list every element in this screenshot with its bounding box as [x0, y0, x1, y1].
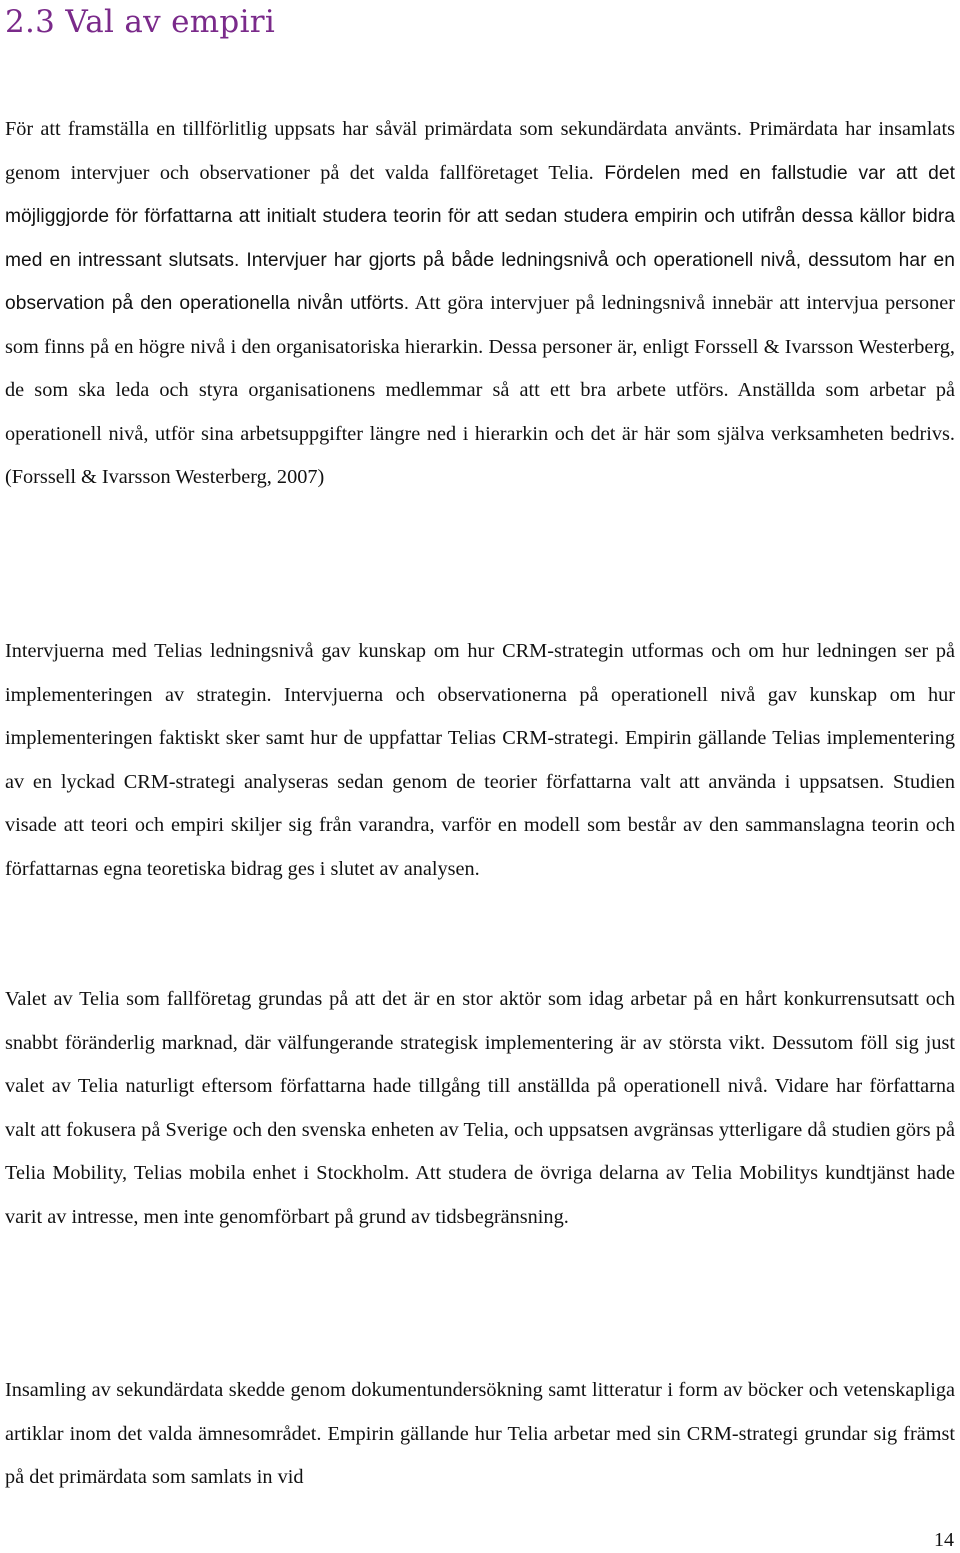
paragraph-1-part-2: Fördelen med en fallstudie var att det möjliggjorde för författarna att initialt studera teorin för att sedan studera empirin och utifrån dessa källor bidra med en intressant slutsats. Intervjuer har gjorts på både ledningsnivå och operationell nivå, dessutom har en observation på den operationella nivån utförts.	[5, 162, 955, 314]
paragraph-1	[5, 108, 955, 500]
paragraph-2: Intervjuerna med Telias ledningsnivå gav kunskap om hur CRM-strategin utformas och om hur ledningen ser på implementeringen av strategin. Intervjuerna och observationerna på operationell nivå gav kunskap om hur implementeringen faktiskt sker samt hur de uppfattar Telias CRM-strategi. Empirin gällande Telias implementering av en lyckad CRM-strategi analyseras sedan genom de teorier författarna valt att använda i uppsatsen. Studien visade att teori och empiri skiljer sig från varandra, varför en modell som består av den sammanslagna teorin och författarnas egna teoretiska bidrag ges i slutet av analysen.	[5, 640, 955, 880]
paragraph-1-part-1: För att framställa en tillförlitlig uppsats har såväl primärdata som sekundärdata använts. Primärdata har insamlats genom intervjuer och observationer på det valda fallföretaget Telia.	[5, 118, 955, 184]
page-number: 14	[934, 1529, 954, 1551]
section-heading: 2.3 Val av empiri	[5, 4, 276, 40]
paragraph-3: Valet av Telia som fallföretag grundas på att det är en stor aktör som idag arbetar på en hårt konkurrensutsatt och snabbt föränderlig marknad, där välfungerande strategisk implementering är av största vikt. Dessutom föll sig just valet av Telia naturligt eftersom författarna hade tillgång till anställda på operationell nivå. Vidare har författarna valt att fokusera på Sverige och den svenska enheten av Telia, och uppsatsen avgränsas ytterligare då studien görs på Telia Mobility, Telias mobila enhet i Stockholm. Att studera de övriga delarna av Telia Mobilitys kundtjänst hade varit av intresse, men inte genomförbart på grund av tidsbegränsning.	[5, 988, 955, 1228]
paragraph-4: Insamling av sekundärdata skedde genom dokumentundersökning samt litteratur i form av böcker och vetenskapliga artiklar inom det valda ämnesområdet. Empirin gällande hur Telia arbetar med sin CRM-strategi grundar sig främst på det primärdata som samlats in vid	[5, 1379, 955, 1488]
paragraph-1-part-3: Att göra intervjuer på ledningsnivå innebär att intervjua personer som finns på en högre nivå i den organisatoriska hierarkin. Dessa personer är, enligt Forssell & Ivarsson Westerberg, de som ska leda och styra organisationens medlemmar så att ett bra arbete utförs. Anställda som arbetar på operationell nivå, utför sina arbetsuppgifter längre ned i hierarkin och det är här som själva verksamheten bedrivs. (Forssell & Ivarsson Westerberg, 2007)	[5, 292, 955, 488]
